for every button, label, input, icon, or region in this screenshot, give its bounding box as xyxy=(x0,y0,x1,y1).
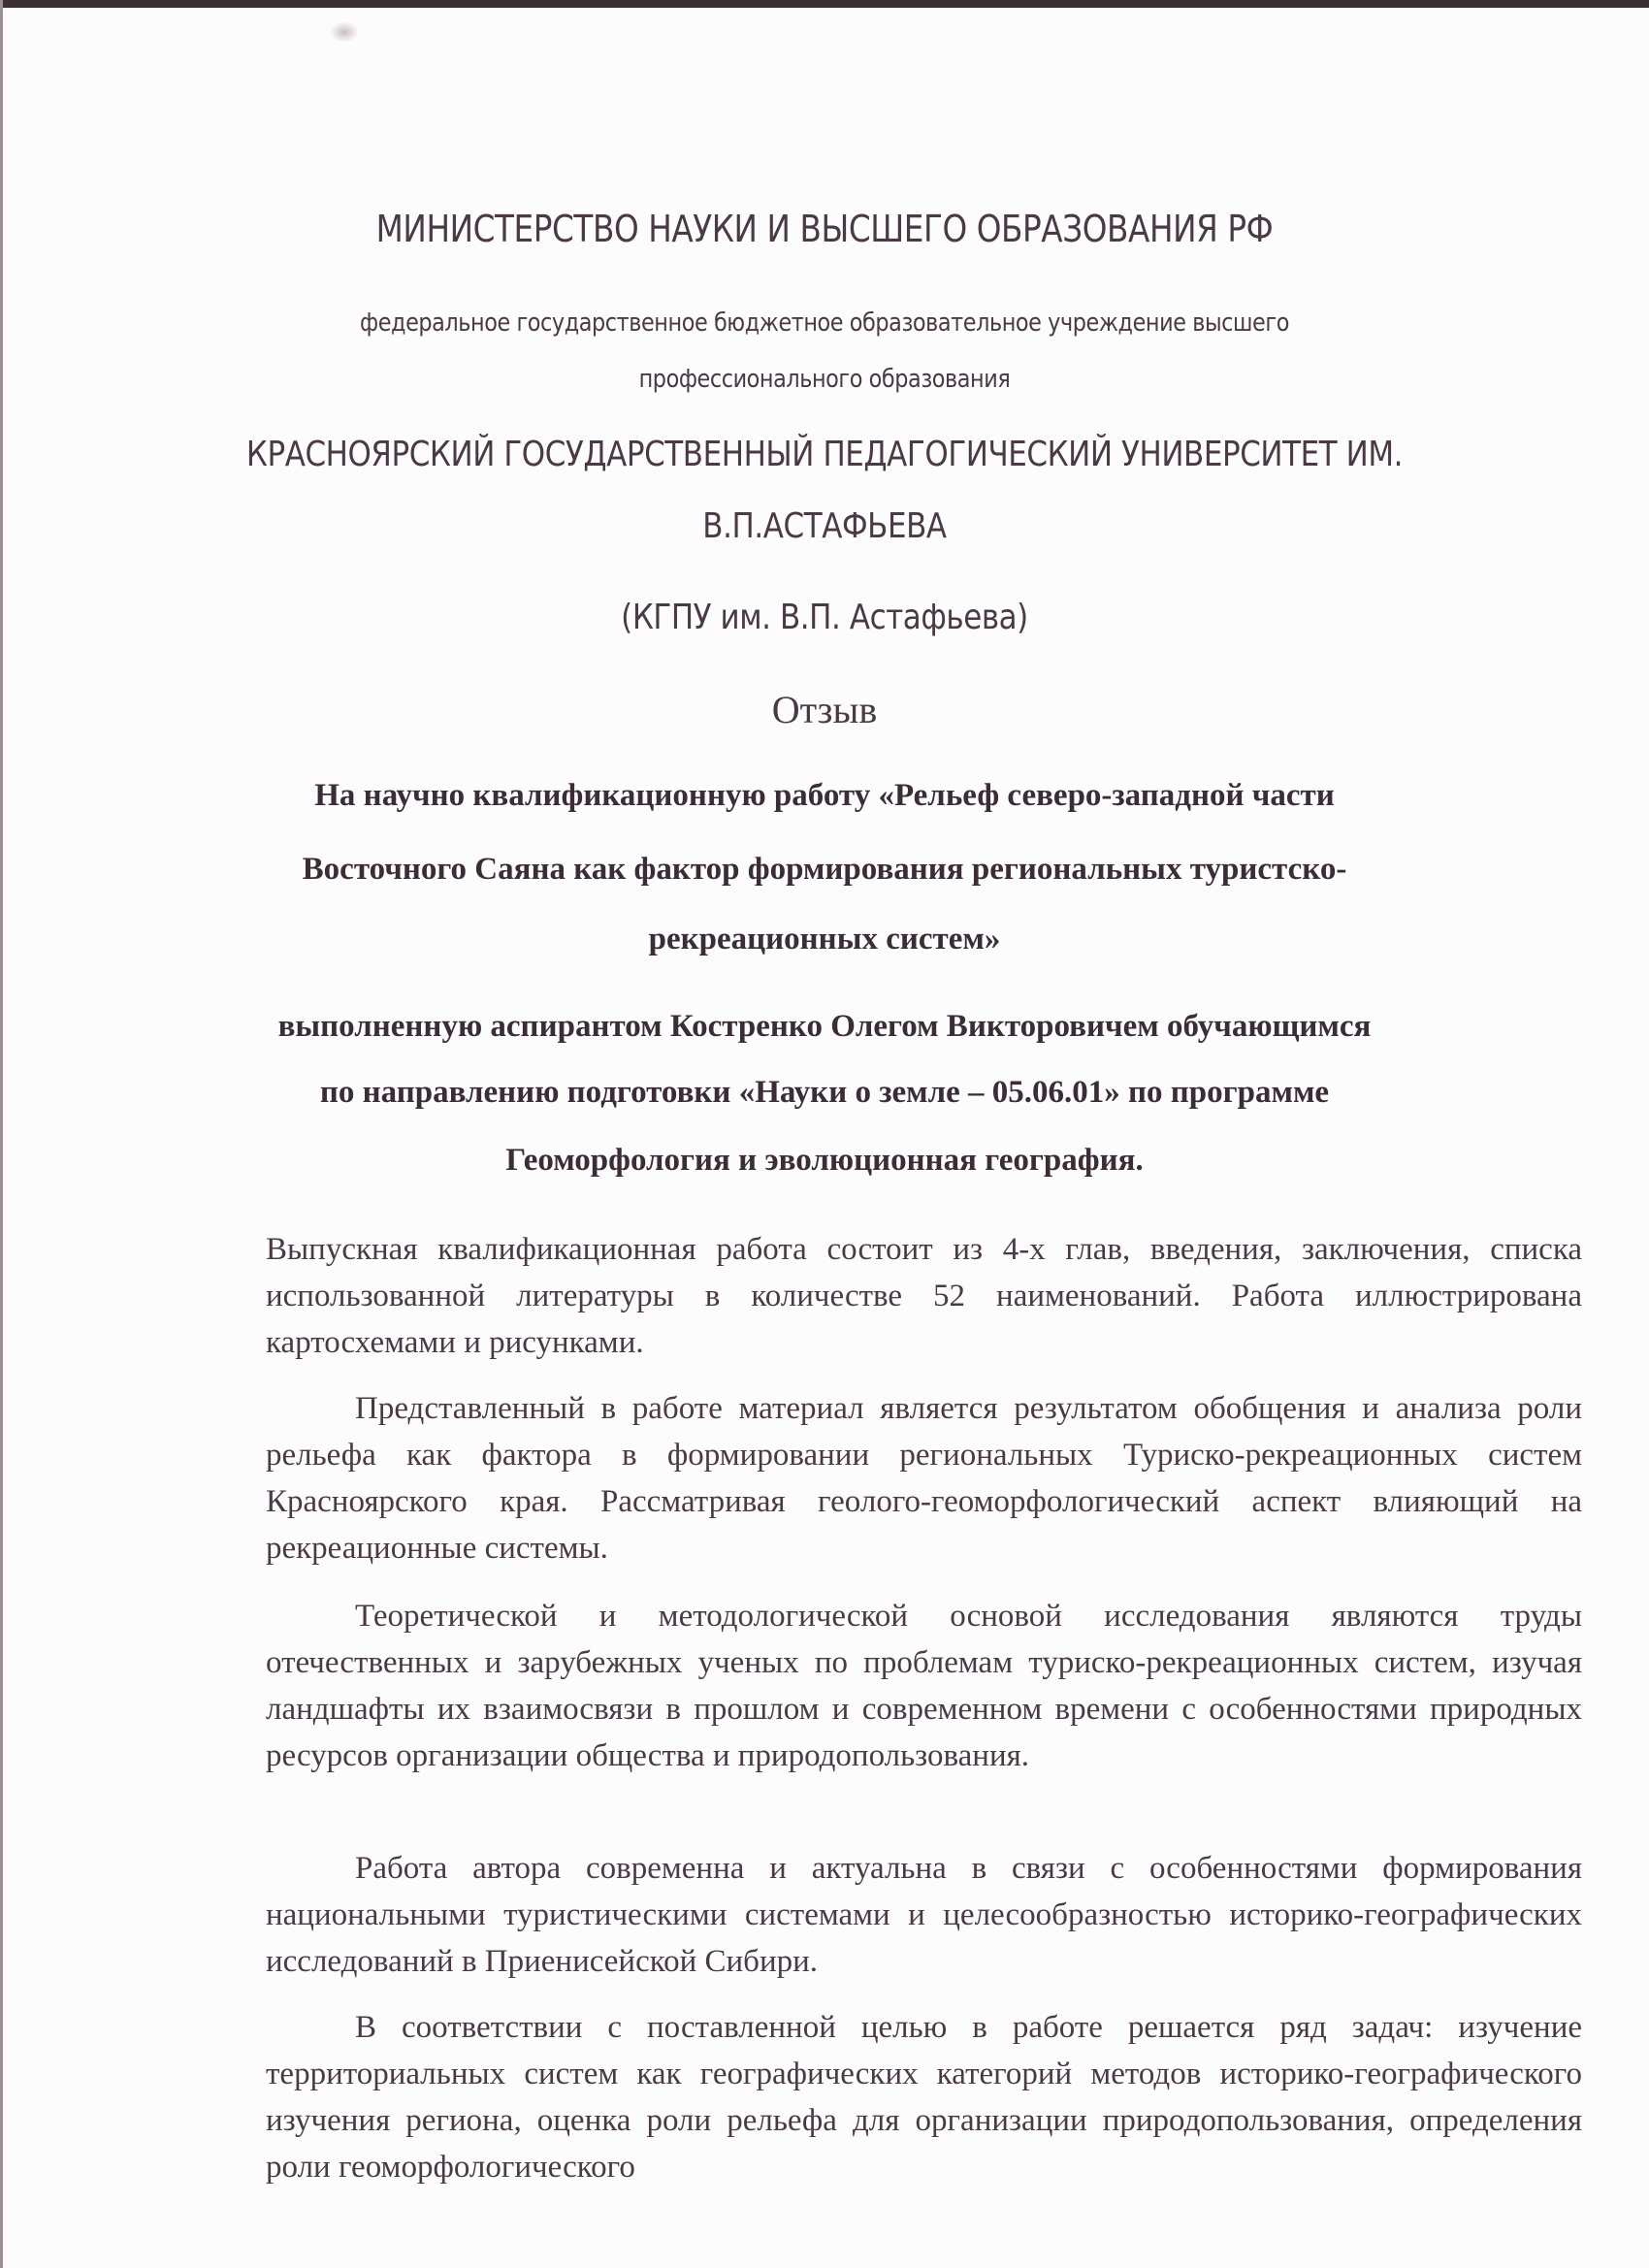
university-abbreviation: (КГПУ им. В.П. Астафьева) xyxy=(621,598,1028,637)
scan-speck xyxy=(330,21,359,43)
scan-top-edge xyxy=(0,0,1649,8)
paragraph-2: Представленный в работе материал является результатом обобщения и анализа роли рельефа как фактора в формировании региональных Туриско-рекреационных систем Красноярского края. Рассматривая геолого-геоморфологический аспект влияющий на рекреационные системы. xyxy=(266,1391,1582,1566)
ministry-heading: МИНИСТЕРСТВО НАУКИ И ВЫСШЕГО ОБРАЗОВАНИЯ РФ xyxy=(375,208,1274,250)
paragraph-4: Работа автора современна и актуальна в связи с особенностями формирования национальными туристическими системами и целесообразностью историко-географических исследований в Приенисейской Сибири. xyxy=(266,1851,1582,1979)
subject-line-6: Геоморфология и эволюционная география. xyxy=(505,1143,1144,1178)
university-name-line2: В.П.АСТАФЬЕВА xyxy=(702,506,947,546)
subject-line-5: по направлению подготовки «Науки о земле – 05.06.01» по программе xyxy=(319,1075,1330,1110)
subject-line-3: рекреационных систем» xyxy=(648,922,1001,956)
paragraph-5: В соответствии с поставленной целью в работе решается ряд задач: изучение территориальных систем как географических категорий методов историко-географического изучения региона, оценка роли рельефа для организации природопользования, определения роли геоморфологического xyxy=(266,2010,1582,2185)
institution-type-line1: федеральное государственное бюджетное образовательное учреждение высшего xyxy=(360,308,1289,338)
subject-line-1: На научно квалификационную работу «Рельеф северо-западной части xyxy=(314,778,1335,813)
institution-type-line2: профессионального образования xyxy=(638,365,1011,394)
document-title: Отзыв xyxy=(771,688,878,731)
subject-line-2: Восточного Саяна как фактор формирования региональных туристско- xyxy=(302,852,1347,887)
subject-line-4: выполненную аспирантом Костренко Олегом Викторовичем обучающимся xyxy=(277,1009,1372,1044)
paragraph-1: Выпускная квалификационная работа состоит из 4-х глав, введения, заключения, списка использованной литературы в количестве 52 наименований. Работа иллюстрирована картосхемами и рисунками. xyxy=(266,1232,1582,1360)
university-name-line1: КРАСНОЯРСКИЙ ГОСУДАРСТВЕННЫЙ ПЕДАГОГИЧЕСКИЙ УНИВЕРСИТЕТ ИМ. xyxy=(245,435,1404,474)
paragraph-3: Теоретической и методологической основой исследования являются труды отечественных и зарубежных ученых по проблемам туриско-рекреационных систем, изучая ландшафты их взаимосвязи в прошлом и современном времени с особенностями природных ресурсов организации общества и природопользования. xyxy=(266,1599,1582,1773)
scan-left-edge xyxy=(0,0,3,2268)
